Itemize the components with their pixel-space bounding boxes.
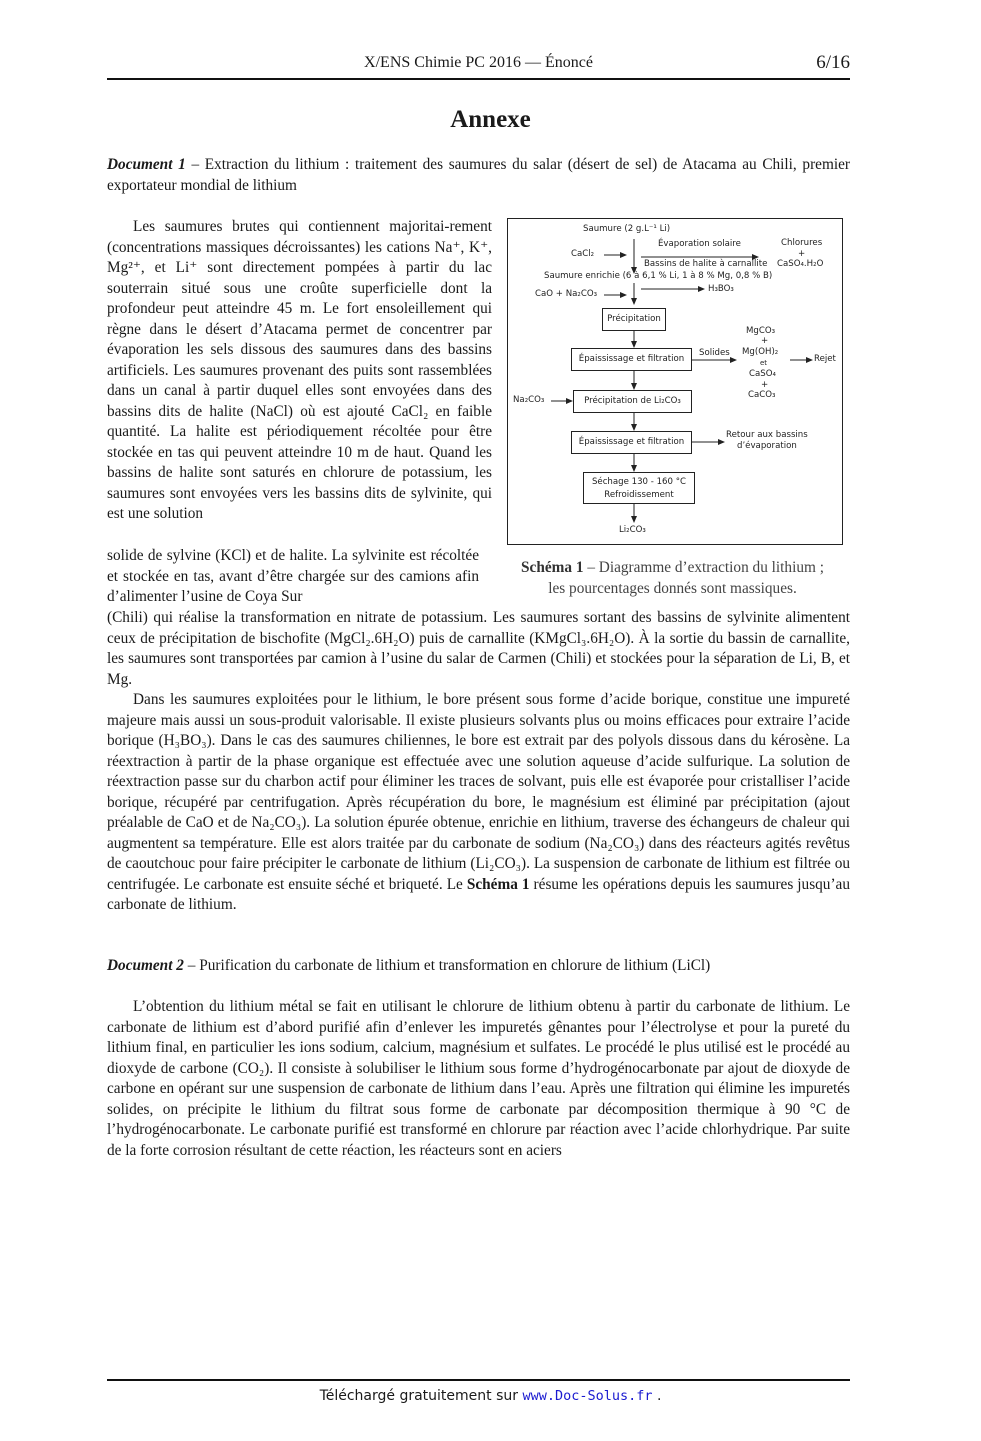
page-number: 6/16 bbox=[816, 52, 850, 73]
schema-1-diagram bbox=[507, 218, 843, 545]
et-word: et bbox=[760, 359, 768, 367]
page-header bbox=[107, 52, 850, 80]
step-sechage bbox=[583, 472, 695, 504]
paragraph-2-end-pre: Le bbox=[446, 875, 467, 893]
solid-mgco3: MgCO₃ bbox=[746, 326, 776, 336]
solid-caso4: CaSO₄ bbox=[749, 369, 776, 379]
input-cacl2: CaCl₂ bbox=[571, 249, 595, 259]
plus-sign: + bbox=[761, 380, 769, 390]
label-evaporation: Évaporation solaire bbox=[658, 239, 741, 249]
solid-mgoh2: Mg(OH)₂ bbox=[742, 347, 779, 357]
plus-sign: + bbox=[761, 336, 769, 346]
step-precipitation: Précipitation bbox=[602, 308, 666, 331]
caption-text-2: les pourcentages donnés sont massiques. bbox=[548, 580, 797, 597]
input-na2co3: Na₂CO₃ bbox=[513, 395, 545, 405]
page-footer bbox=[0, 1388, 981, 1404]
schema-reference: Schéma 1 bbox=[466, 875, 530, 893]
output-retour-1: Retour aux bassins bbox=[726, 430, 808, 440]
output-retour-2: d’évaporation bbox=[737, 441, 797, 451]
document-1-paragraph-1: Les saumures brutes qui contiennent majoritai-rement (concentrations massiques décroissantes) les cations Na⁺, K⁺, Mg²⁺, et Li⁺ sont directement pompées à partir du lac souterrain situé sous une croûte superficielle dont la profondeur peut atteindre 45 m. Le fort ensoleillement qui règne dans le désert d’Atacama permet de concentrer par évaporation les sels dissous des saumures dans des bassins artificiels. Les saumures provenant des puits sont rassemblées dans un canal à partir duquel elles sont envoyées dans des bassins dits de halite (NaCl) où est ajouté CaCl₂ en faible quantité. La halite est périodiquement récoltée pour être stockée en tas qui peuvent atteindre 10 m de haut. Quand les bassins de halite sont saturés en chlorure de potassium, les saumures sont envoyées vers les bassins dits de sylvinite, qui est une solution bbox=[107, 218, 492, 522]
document-1-paragraph-2 bbox=[107, 690, 850, 916]
footer-end: . bbox=[652, 1388, 662, 1404]
document-2-paragraph-1: L’obtention du lithium métal se fait en utilisant le chlorure de lithium obtenu à partir du carbonate de lithium. Le carbonate de lithium est d’abord purifié afin d’enlever les impuretés gênantes pour l’électrolyse et pour la pureté du lithium final, en particulier les ions sodium, calcium, magnésium et sulfates. Le procédé le plus utilisé est le procédé au dioxyde de carbone (CO₂). Il consiste à solubiliser le lithium sous forme d’hydrogénocarbonate par ajout de dioxyde de carbone en opérant sur une suspension de carbonate de lithium dans l’eau. Après une filtration qui élimine les impuretés solides, on précipite le lithium du filtrat sous forme de carbonate par décomposition thermique à 90 °C de l’hydrogénocarbonate. Le carbonate purifié est transformé en chlorure par réaction avec l’acide chlorhydrique. Par suite de la forte corrosion résultant de cette réaction, les réacteurs sont en aciers bbox=[107, 998, 850, 1159]
paragraph-2-end-post: résume les opérations depuis les saumures jusqu’au carbonate de lithium. bbox=[107, 875, 850, 913]
paragraph-2-body: Dans les saumures exploitées pour le lithium, le bore présent sous forme d’acide borique, constitue une impureté majeure mais aussi un sous-produit valorisable. Il existe plusieurs solvants plus ou moins efficaces pour extraire l’acide borique (H₃BO₃). Dans le cas des saumures chiliennes, le bore est extrait par des polyols dissous dans du kérosène. La réextraction à partir de la phase organique est effectuée avec une solution aqueuse d’acide sulfurique. La solution de réextraction passe sur du charbon actif pour éliminer les traces de solvant, puis elle est évaporée pour cristalliser l’acide borique, récupéré par centrifugation. Après récupération du bore, le magnésium est éliminé par précipitation (ajout préalable de CaO et de Na₂CO₃). La solution épurée obtenue, enrichie en lithium, traverse des échangeurs de chaleur qui augmentent sa température. Elle est alors traitée par du carbonate de sodium (Na₂CO₃) dans des réacteurs agités revêtus de caoutchouc pour faire précipiter le carbonate de lithium (Li₂CO₃). La suspension de carbonate de lithium est filtrée ou centrifugée. Le carbonate est ensuite séché et briqueté. bbox=[107, 691, 850, 893]
document-1-paragraph-1-cont: solide de sylvine (KCl) et de halite. La sylvinite est récoltée et stockée en tas, avant d’être chargée sur des camions afin d’alimenter l’usine de Coya Sur bbox=[107, 547, 479, 605]
sechage-label: Séchage 130 - 160 °C bbox=[591, 477, 687, 487]
document-2-title: – Purification du carbonate de lithium et transformation en chlorure de lithium (LiCl) bbox=[183, 957, 711, 974]
solid-caco3: CaCO₃ bbox=[748, 390, 776, 400]
refroidissement-label: Refroidissement bbox=[604, 490, 674, 500]
step-epaississage-1: Épaississage et filtration bbox=[571, 348, 692, 371]
footer-text: Téléchargé gratuitement sur bbox=[319, 1388, 523, 1404]
caption-text-1: – Diagramme d’extraction du lithium ; bbox=[583, 559, 824, 576]
document-1-paragraph-1-tail: (Chili) qui réalise la transformation en nitrate de potassium. Les saumures sortant des bassins de sylvinite alimentent ceux de précipitation de bischofite (MgCl₂.6H₂O) puis de carnallite (KMgCl₃.6H₂O). À la sortie du bassin de carnallite, les saumures sont transportées par camion à l’usine du salar de Carmen (Chili) et stockées pour la séparation de Li, B, et Mg. bbox=[107, 609, 850, 688]
output-chlorures: Chlorures bbox=[781, 238, 823, 248]
document-1-heading bbox=[107, 155, 850, 196]
document-2-heading bbox=[107, 956, 850, 977]
input-cao-na2co3: CaO + Na₂CO₃ bbox=[535, 289, 598, 299]
doc-solus-link[interactable]: www.Doc-Solus.fr bbox=[522, 1388, 653, 1404]
output-h3bo3: H₃BO₃ bbox=[708, 284, 734, 294]
output-li2co3: Li₂CO₃ bbox=[619, 525, 646, 535]
label-saumure-enrichie: Saumure enrichie (6 à 6,1 % Li, 1 à 8 % Mg, 0,8 % B) bbox=[544, 271, 773, 281]
plus-sign: + bbox=[798, 249, 806, 259]
step-epaississage-2: Épaississage et filtration bbox=[571, 431, 692, 454]
output-caso4-h2o: CaSO₄.H₂O bbox=[777, 259, 824, 269]
section-title: Annexe bbox=[450, 106, 531, 133]
footer-divider bbox=[107, 1379, 850, 1381]
label-solides: Solides bbox=[699, 348, 730, 358]
document-1-title: – Extraction du lithium : traitement des saumures du salar (désert de sel) de Atacama au Chili, premier exportateur mondial de lithium bbox=[107, 156, 850, 194]
input-saumure: Saumure (2 g.L⁻¹ Li) bbox=[583, 224, 671, 234]
document-2-label: Document 2 bbox=[107, 957, 184, 974]
output-rejet: Rejet bbox=[814, 354, 836, 364]
caption-label: Schéma 1 bbox=[521, 559, 584, 576]
header-title: X/ENS Chimie PC 2016 — Énoncé bbox=[364, 54, 593, 71]
step-precipitation-li2co3: Précipitation de Li₂CO₃ bbox=[573, 390, 692, 413]
schema-caption bbox=[490, 557, 855, 599]
document-1-label: Document 1 bbox=[107, 156, 186, 173]
label-bassins: Bassins de halite à carnallite bbox=[644, 259, 768, 269]
